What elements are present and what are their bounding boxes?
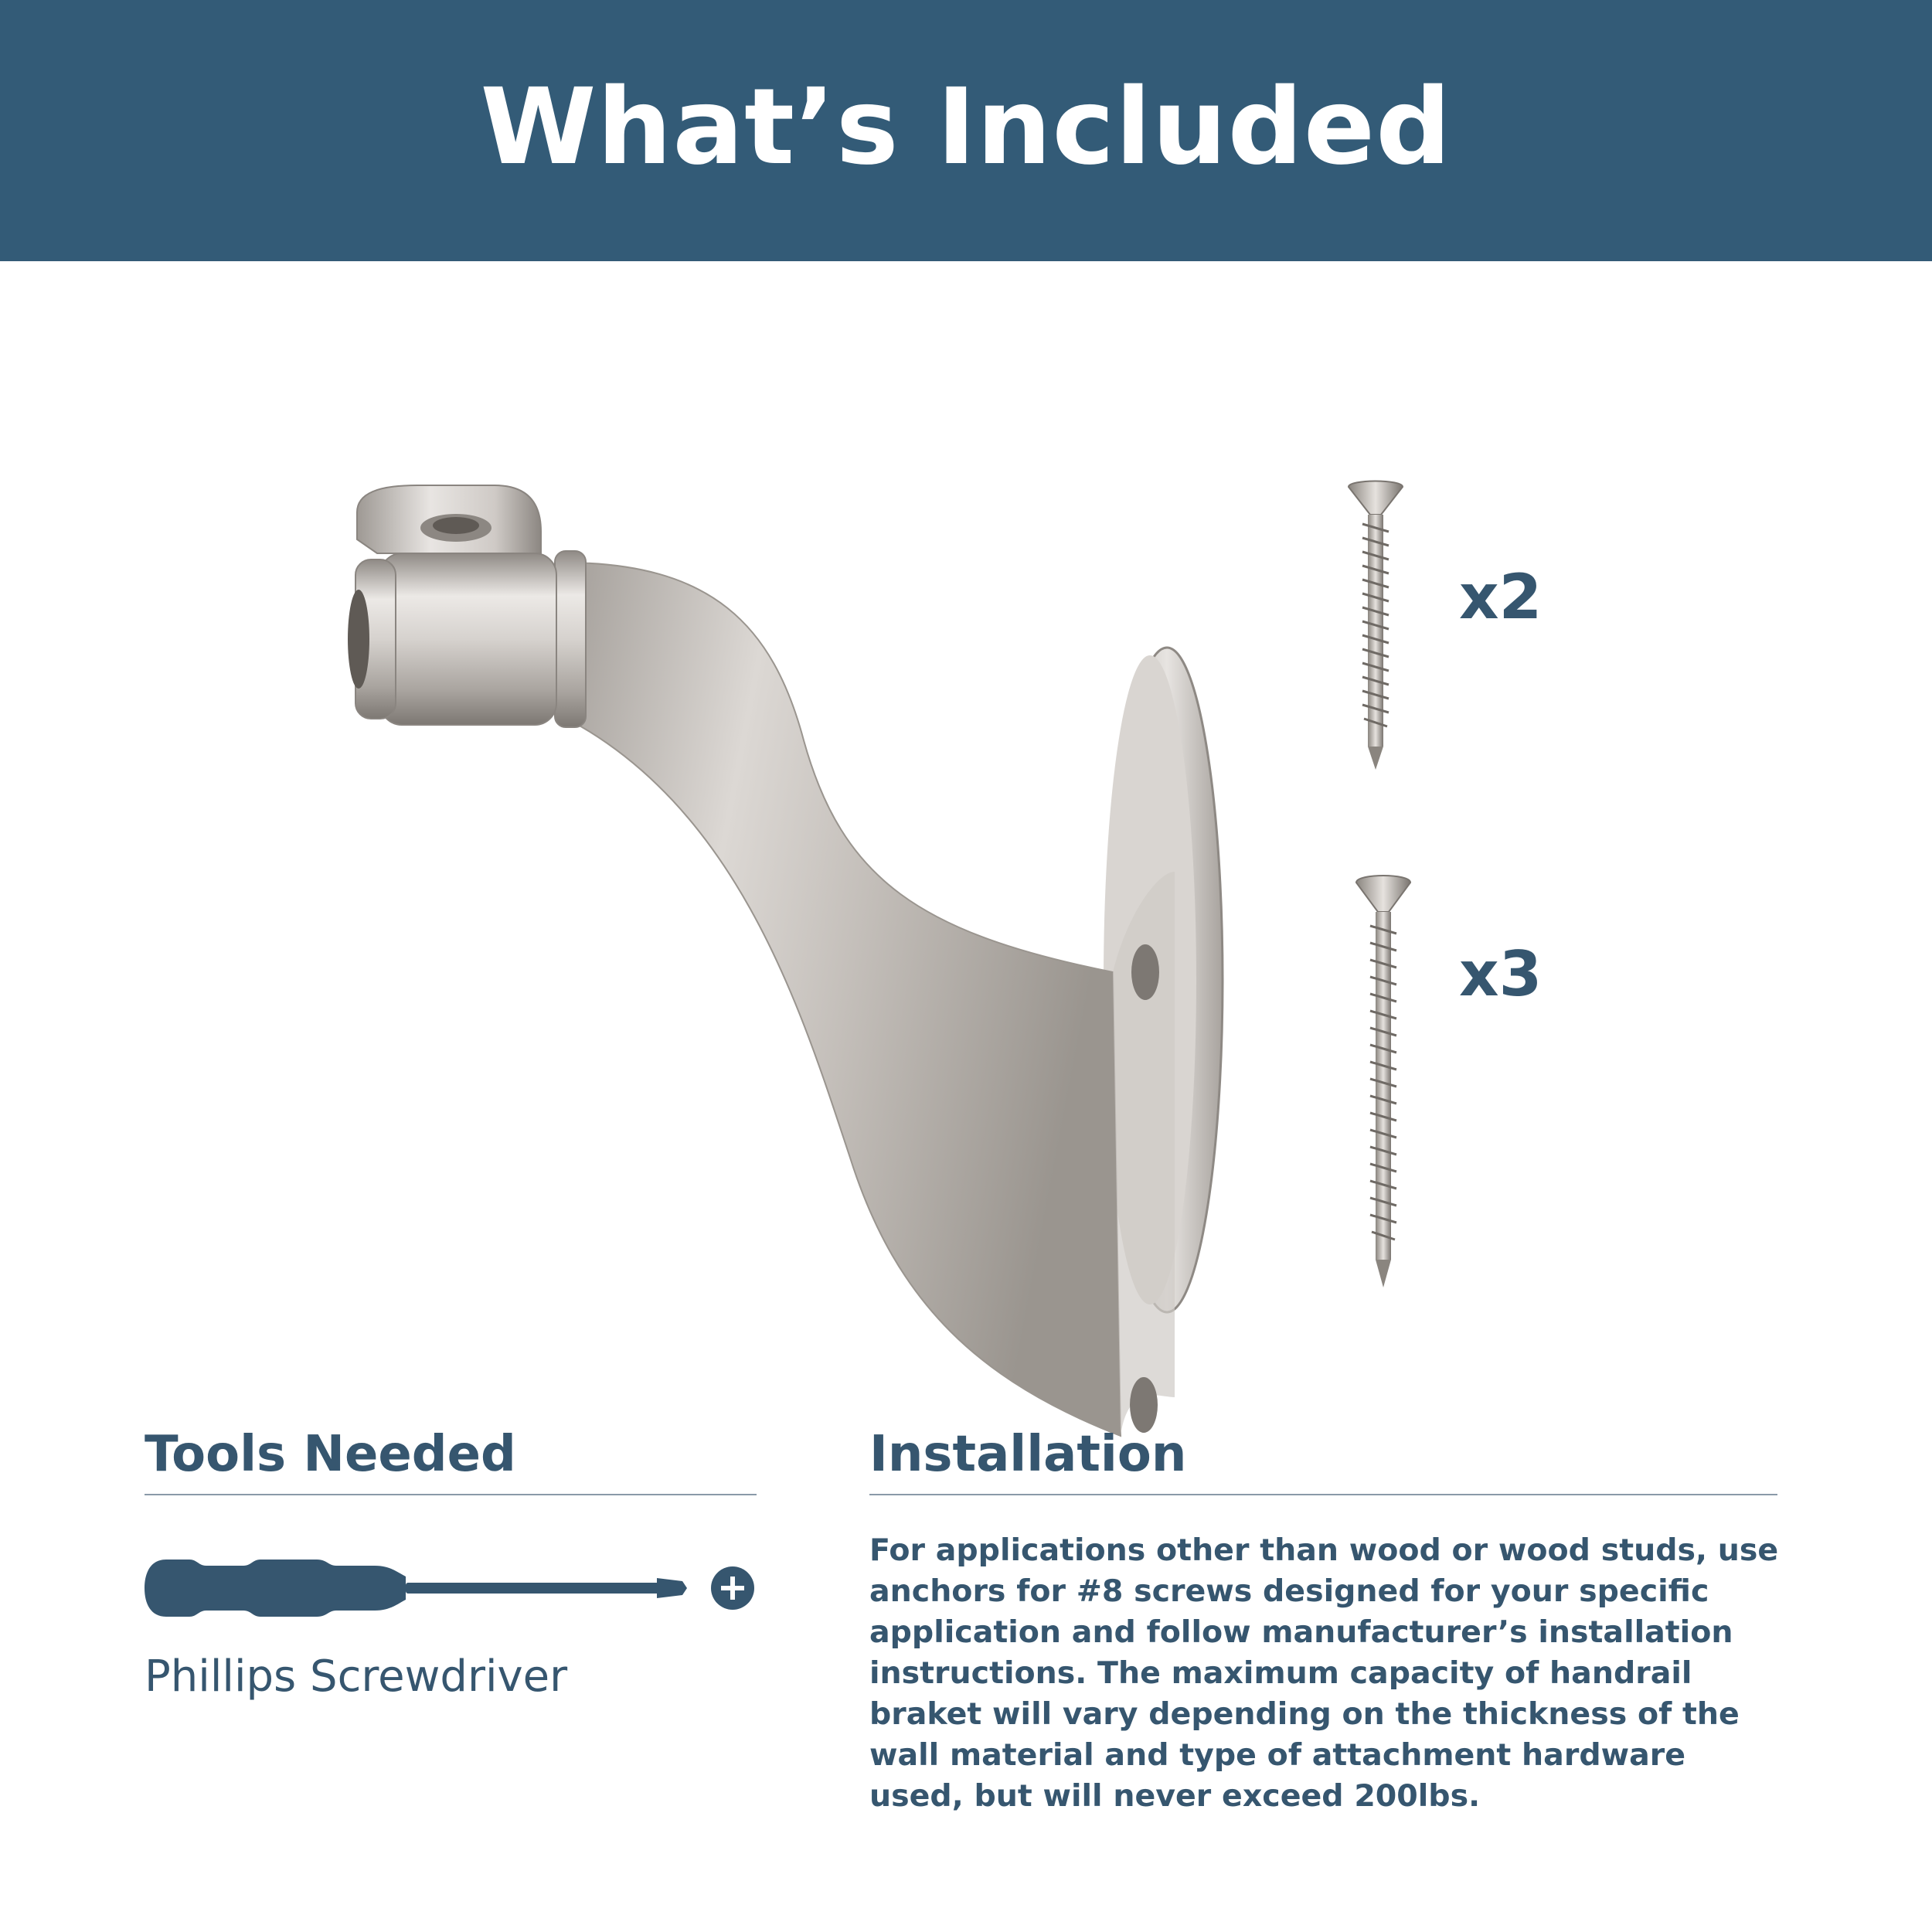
- installation-text: For applications other than wood or wood studs, use anchors for #8 screws designed for your specific application and follow manufacturer’s installation instructions. The maximum capacity of handrail braket will vary depending on the thickness of the wall material and type of attachment hardware used, but will never exceed 200lbs.: [869, 1532, 1779, 1814]
- handrail-bracket-image: [309, 377, 1236, 1459]
- header-banner: [0, 0, 1932, 261]
- included-items-area: [0, 261, 1932, 1374]
- installation-heading: Installation: [869, 1426, 1187, 1483]
- screw-image: [1349, 872, 1418, 1289]
- bracket-arm: [564, 563, 1121, 1436]
- tool-label: Phillips Screwdriver: [145, 1651, 568, 1702]
- tools-divider: [145, 1494, 757, 1495]
- phillips-plus-icon: [709, 1565, 756, 1611]
- screw-quantity-label: x3: [1459, 938, 1543, 1010]
- screw-quantity-label: x2: [1459, 561, 1543, 633]
- bracket-saddle: [380, 553, 556, 725]
- page-title: What’s Included: [480, 66, 1452, 189]
- screwdriver-icon: [143, 1546, 761, 1631]
- screw-image: [1341, 478, 1410, 771]
- tools-needed-heading: Tools Needed: [145, 1426, 516, 1483]
- bracket-collar: [555, 551, 586, 727]
- installation-divider: [869, 1494, 1777, 1495]
